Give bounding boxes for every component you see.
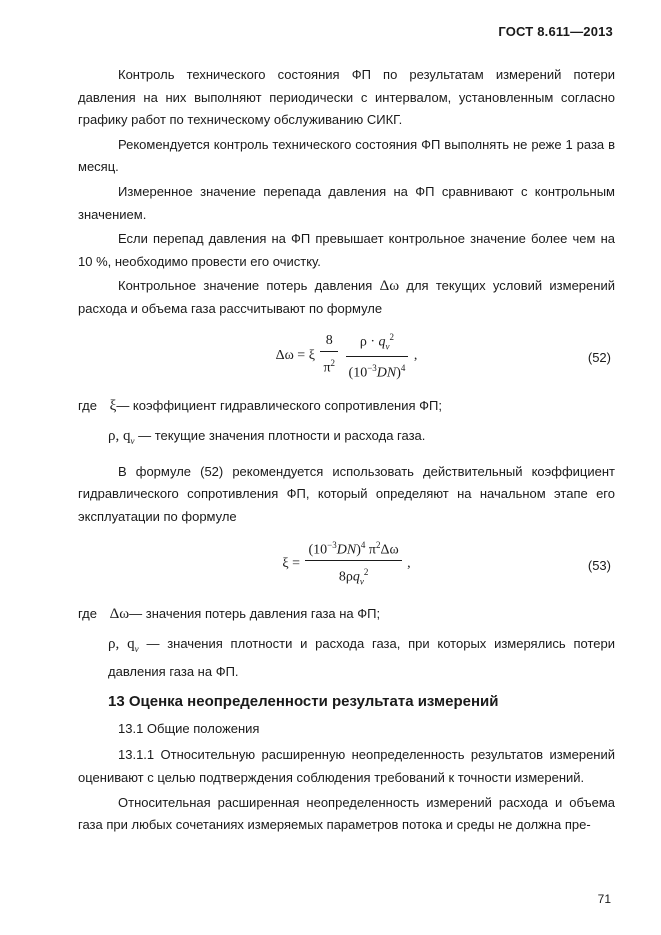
legend-text: — значения плотности и расхода газа, при которых измерялись потери давления газа на ФП. <box>108 636 615 679</box>
paragraph: Измеренное значение перепада давления на ФП сравнивают с контрольным значением. <box>78 183 615 222</box>
rho-q-symbols: ρ, $q_v$ <box>108 428 135 447</box>
paragraph: Если перепад давления на ФП превышает контрольное значение более чем на 10 %, необходимо провести его очистку. <box>78 231 615 269</box>
formula-legend <box>78 603 615 626</box>
subsection-heading: 13.1 Общие положения <box>118 720 260 736</box>
paragraph: Контроль технического состояния ФП по результатам измерений потери давления на них выполняют периодически с интервалом, установленным согласно графику работ по техническому обслуживанию СИКГ. <box>78 67 615 128</box>
legend-text: — коэффициент гидравлического сопротивления ФП; <box>116 397 442 413</box>
formula-53-number: (53) <box>587 557 611 573</box>
document-code: ГОСТ 8.611—2013 <box>498 24 613 39</box>
paragraph: Рекомендуется контроль технического состояния ФП выполнять не реже 1 раза в месяц. <box>78 136 615 175</box>
legend-text: — значения потерь давления газа на ФП; <box>129 605 381 621</box>
paragraph-text: для текущих условий измерений расхода и объема газа рассчитывают по формуле <box>78 278 615 316</box>
page-number: 71 <box>597 892 611 906</box>
section-heading: 13 Оценка неопределенности результата измерений <box>108 693 499 711</box>
paragraph: 13.1.1 Относительную расширенную неопределенность результатов измерений оценивают с целью подтверждения соблюдения требований к точности измерений. <box>78 747 615 786</box>
where-label: где <box>78 397 97 413</box>
xi-symbol: ξ <box>109 397 117 414</box>
formula-legend <box>78 633 615 683</box>
paragraph: Относительная расширенная неопределенность измерений расхода и объема газа при любых сочетаниях измеряемых параметров потока и среды не должна пре- <box>78 794 615 833</box>
document-body <box>78 64 615 839</box>
where-label: где <box>78 605 97 621</box>
formula-52-number: (52) <box>587 349 611 365</box>
formula-legend <box>78 395 615 418</box>
formula-53-expression: ξ = $\frac{(10^{-3}DN)^4 \pi^2\Delta\omega}{8\rho q_v^2}$ , <box>78 535 615 593</box>
legend-text: — текущие значения плотности и расхода газа. <box>138 428 426 444</box>
formula-52-expression: Δω = ξ $\frac{8}{\pi^2}$ $\frac{\rho \cdot q_v^2}{(10^{-3}DN)^4}$ , <box>78 327 615 385</box>
delta-omega-symbol: Δω <box>379 278 400 295</box>
delta-omega-symbol: Δω <box>109 605 130 622</box>
formula-53 <box>78 535 615 597</box>
rho-q-symbols: ρ, $q_v$ <box>108 636 139 655</box>
formula-52 <box>78 327 615 389</box>
formula-legend <box>78 425 615 453</box>
paragraph-text: Контрольное значение потерь давления <box>118 278 373 294</box>
paragraph: В формуле (52) рекомендуется использовать действительный коэффициент гидравлического сопротивления ФП, который определяют на начальном этапе его эксплуатации по формуле <box>78 463 615 524</box>
paragraph <box>78 275 615 320</box>
